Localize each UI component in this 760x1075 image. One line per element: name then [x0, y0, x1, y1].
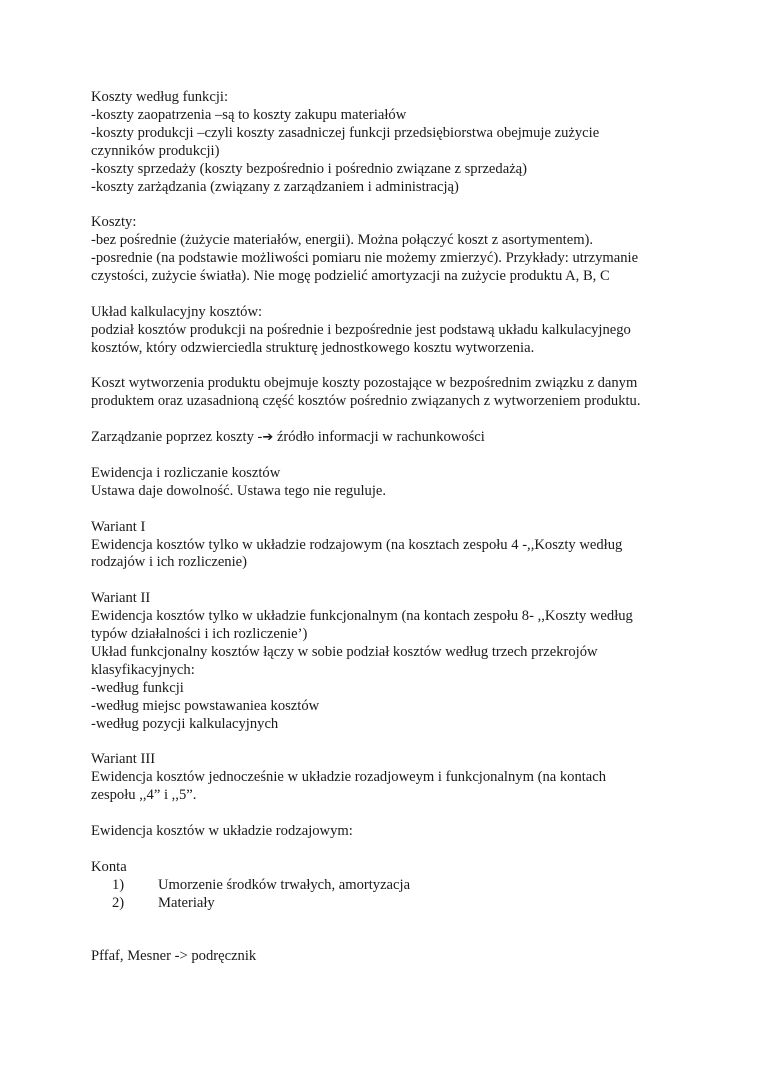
text-line: -koszty sprzedaży (koszty bezpośrednio i pośrednio związane z sprzedażą) — [91, 160, 528, 177]
section-functions-heading: Koszty według funkcji: — [91, 89, 228, 105]
text-line: -bez pośrednie (żużycie materiałów, energii). Można połączyć koszt z asortymentem). — [91, 232, 594, 249]
text-line: -według funkcji — [91, 679, 184, 696]
section-costs-heading: Koszty: — [91, 214, 137, 231]
variant-1-heading: Wariant I — [91, 518, 146, 535]
text-line: klasyfikacyjnych: — [91, 661, 195, 678]
text-line: Układ funkcjonalny kosztów łączy w sobie podział kosztów według trzech przekrojów — [91, 643, 598, 660]
text-line: typów działalności i ich rozliczenie’) — [91, 626, 308, 643]
section-records-heading: Ewidencja i rozliczanie kosztów — [91, 464, 281, 481]
text-line: Ewidencja kosztów tylko w układzie funkcjonalnym (na kontach zespołu 8- ,,Koszty według — [91, 608, 633, 625]
list-item — [91, 895, 681, 913]
list-number: 2) — [112, 894, 125, 911]
list-item — [91, 877, 681, 895]
text-line: -według miejsc powstawaniea kosztów — [91, 697, 320, 714]
text-line: -według pozycji kalkulacyjnych — [91, 715, 279, 732]
text-line: Ewidencja kosztów jednocześnie w układzie rozadjoweym i funkcjonalnym (na kontach — [91, 769, 607, 786]
document-body — [91, 89, 681, 966]
spacer — [91, 501, 681, 519]
spacer — [91, 734, 681, 752]
section-type-records-heading: Ewidencja kosztów w układzie rodzajowym: — [91, 823, 353, 840]
list-number: 1) — [112, 876, 125, 893]
text-line: rodzajów i ich rozliczenie) — [91, 554, 247, 571]
spacer — [91, 913, 681, 949]
text-line: -koszty produkcji –czyli koszty zasadniczej funkcji przedsiębiorstwa obejmuje zużycie — [91, 124, 600, 141]
list-item-text: Materiały — [158, 894, 215, 911]
text-line: -koszty zaopatrzenia –są to koszty zakupu materiałów — [91, 106, 407, 123]
spacer — [91, 447, 681, 465]
spacer — [91, 411, 681, 429]
variant-2-heading: Wariant II — [91, 590, 151, 607]
spacer — [91, 572, 681, 590]
text-line: podział kosztów produkcji na pośrednie i bezpośrednie jest podstawą układu kalkulacyjnego — [91, 321, 631, 338]
text-line: Ustawa daje dowolność. Ustawa tego nie reguluje. — [91, 482, 387, 499]
text-line: czynników produkcji) — [91, 142, 220, 159]
spacer — [91, 286, 681, 304]
management-text-after: źródło informacji w rachunkowości — [273, 429, 485, 446]
spacer — [91, 841, 681, 859]
spacer — [91, 358, 681, 376]
variant-3-heading: Wariant III — [91, 751, 156, 768]
arrow-right-icon: ➔ — [262, 430, 274, 446]
text-line: Koszt wytworzenia produktu obejmuje koszty pozostające w bezpośrednim związku z danym — [91, 375, 638, 392]
text-line: kosztów, który odzwierciedla strukturę jednostkowego kosztu wytworzenia. — [91, 339, 535, 356]
text-line: Ewidencja kosztów tylko w układzie rodzajowym (na kosztach zespołu 4 -,,Koszty według — [91, 536, 623, 553]
text-line: -posrednie (na podstawie możliwości pomiaru nie możemy zmierzyć). Przykłady: utrzymanie — [91, 250, 639, 267]
text-line: produktem oraz uzasadnioną część kosztów pośrednio związanych z wytworzeniem produktu. — [91, 393, 641, 410]
management-line — [91, 429, 681, 447]
footer-note: Pffaf, Mesner -> podręcznik — [91, 948, 257, 965]
management-text: Zarządzanie poprzez koszty - — [91, 429, 263, 446]
list-item-text: Umorzenie środków trwałych, amortyzacja — [158, 876, 411, 893]
text-line: czystości, zużycie światła). Nie mogę podzielić amortyzacji na zużycie produktu A, B, C — [91, 268, 610, 285]
section-calc-heading: Układ kalkulacyjny kosztów: — [91, 303, 263, 320]
section-accounts-heading: Konta — [91, 858, 127, 875]
spacer — [91, 805, 681, 823]
text-line: zespołu ,,4” i ,,5”. — [91, 787, 197, 804]
spacer — [91, 196, 681, 214]
text-line: -koszty zarżądzania (związany z zarządzaniem i administracją) — [91, 178, 459, 195]
